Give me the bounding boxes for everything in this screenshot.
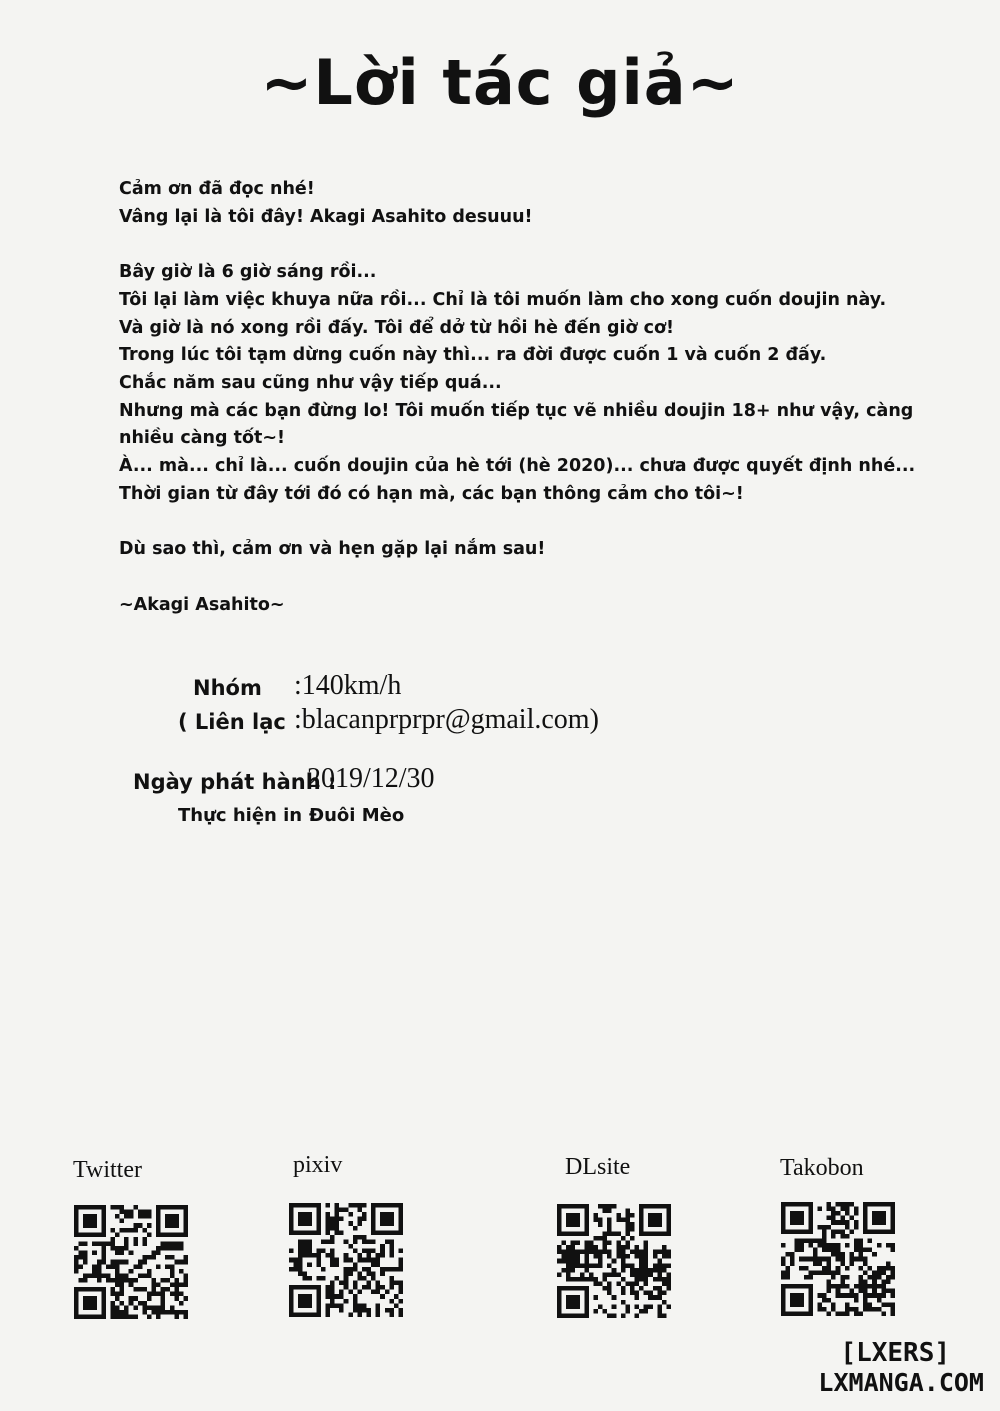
qr-label-takobon: Takobon	[780, 1155, 864, 1181]
note-line: Chắc năm sau cũng như vậy tiếp quá...	[119, 372, 502, 393]
contact-label: ( Liên lạc	[178, 710, 286, 734]
group-label: Nhóm	[193, 676, 262, 700]
note-line: Cảm ơn đã đọc nhé!	[119, 179, 315, 199]
note-line: À... mà... chỉ là... cuốn doujin của hè tới (hè 2020)... chưa được quyết định nhé... Thời gian từ đây tới đó có hạn mà, các bạn thông cảm cho tôi~!	[119, 456, 916, 504]
qr-code-icon[interactable]	[781, 1202, 895, 1316]
release-date-value: 2019/12/30	[307, 763, 435, 794]
note-line: Vâng lại là tôi đây! Akagi Asahito desuuu!	[119, 206, 533, 227]
qr-label-dlsite: DLsite	[565, 1154, 631, 1180]
qr-label-pixiv: pixiv	[293, 1152, 343, 1178]
note-line: Trong lúc tôi tạm dừng cuốn này thì... ra đời được cuốn 1 và cuốn 2 đấy.	[119, 345, 827, 366]
credit-value: Đuôi Mèo	[309, 805, 405, 826]
note-line: Tôi lại làm việc khuya nữa rồi... Chỉ là tôi muốn làm cho xong cuốn doujin này.	[119, 289, 887, 310]
page-title: ~Lời tác giả~	[260, 46, 740, 119]
qr-code-icon[interactable]	[74, 1205, 188, 1319]
note-line: Nhưng mà các bạn đừng lo! Tôi muốn tiếp tục vẽ nhiều doujin 18+ như vậy, càng nhiều càng tốt~!	[119, 400, 914, 449]
group-value: :140km/h	[294, 670, 402, 701]
qr-code-icon[interactable]	[289, 1203, 403, 1317]
note-line: Bây giờ là 6 giờ sáng rồi...	[119, 262, 377, 283]
watermark-tag: [LXERS]	[840, 1338, 950, 1368]
release-date-label: Ngày phát hành :	[133, 770, 337, 794]
author-note	[119, 176, 919, 619]
contact-value: :blacanprprpr@gmail.com)	[294, 704, 599, 735]
note-line: Và giờ là nó xong rồi đấy. Tôi để dở từ hồi hè đến giờ cơ!	[119, 317, 675, 338]
note-line: Dù sao thì, cảm ơn và hẹn gặp lại nắm sau!	[119, 539, 546, 560]
credit-label: Thực hiện in :	[178, 805, 316, 826]
watermark-site: LXMANGA.COM	[818, 1368, 984, 1397]
qr-code-icon[interactable]	[557, 1204, 671, 1318]
qr-label-twitter: Twitter	[73, 1157, 142, 1183]
signature: ~Akagi Asahito~	[119, 594, 285, 615]
